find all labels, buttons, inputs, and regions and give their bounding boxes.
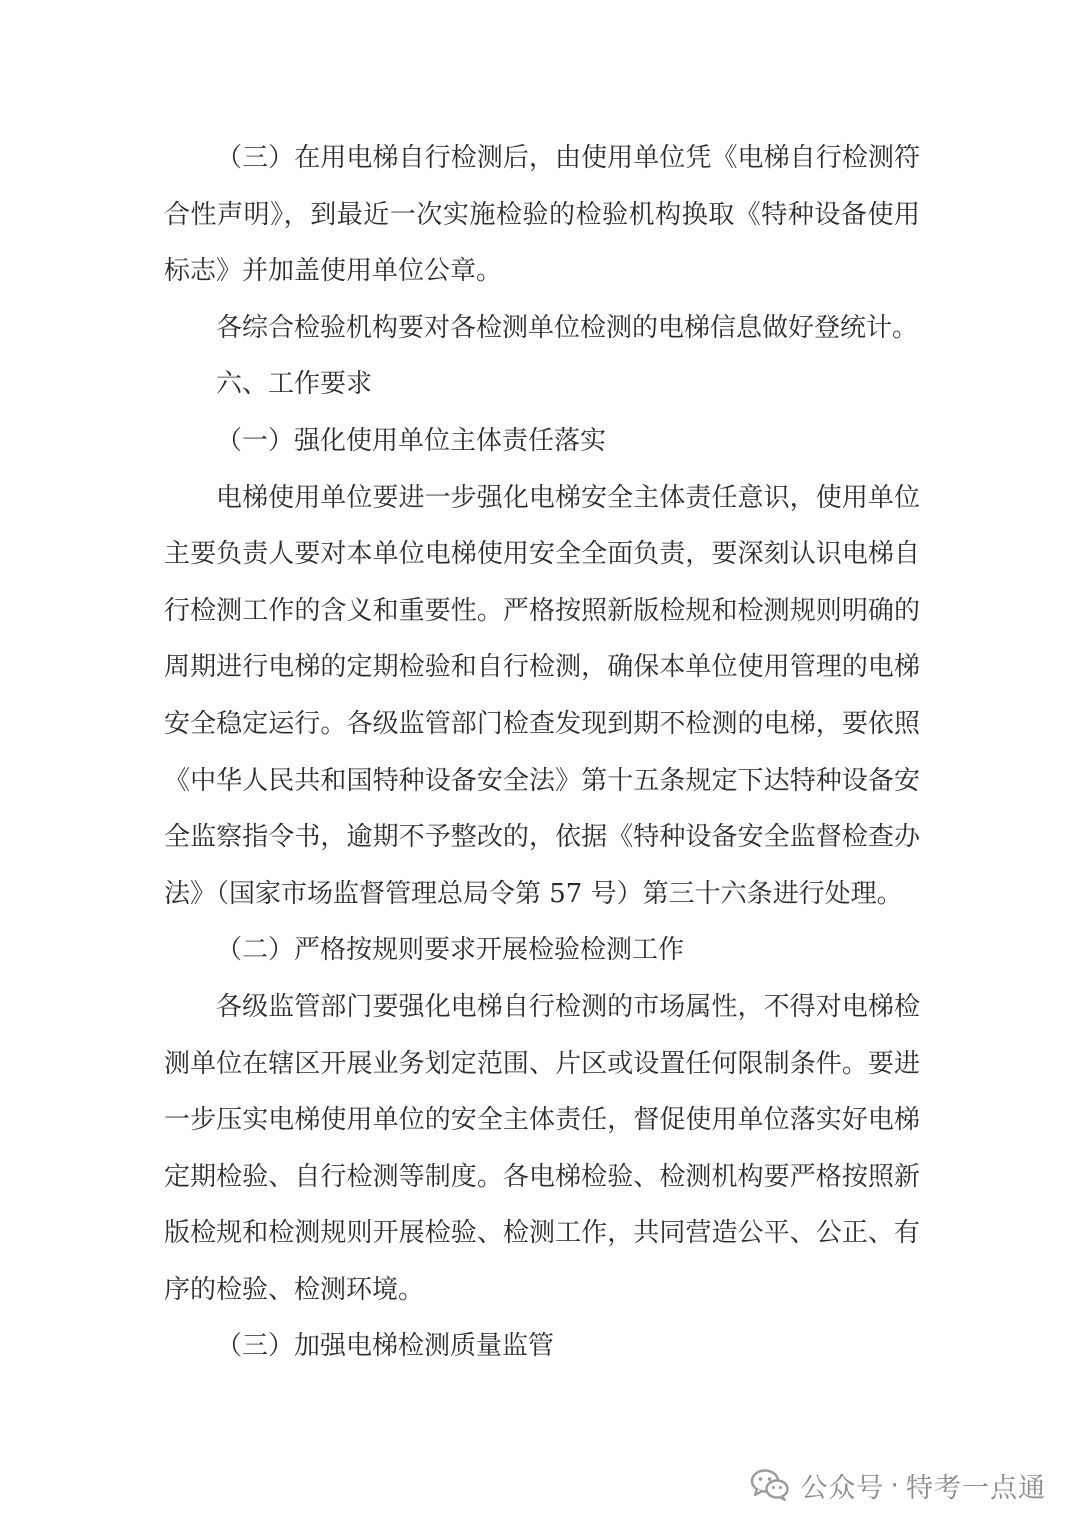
paragraph-inspection-rules: 各级监管部门要强化电梯自行检测的市场属性，不得对电梯检测单位在辖区开展业务划定范围、片区或设置任何限制条件。要进一步压实电梯使用单位的安全主体责任，督促使用单位落实好电梯定期检验、自行检测等制度。各电梯检验、检测机构要严格按照新版检规和检测规则开展检验、检测工作，共同营造公平、公正、有序的检验、检测环境。 bbox=[164, 991, 920, 1305]
subheading-inspection-rules: （二）严格按规则要求开展检验检测工作 bbox=[216, 935, 685, 966]
subheading-quality-supervision: （三）加强电梯检测质量监管 bbox=[216, 1331, 555, 1362]
paragraph-user-responsibility: 电梯使用单位要进一步强化电梯安全主体责任意识，使用单位主要负责人要对本单位电梯使用安全全面负责，要深刻认识电梯自行检测工作的含义和重要性。严格按照新版检规和检测规则明确的周期进行电梯的定期检验和自行检测，确保本单位使用管理的电梯安全稳定运行。各级监管部门检查发现到期不检测的电梯，要依照《中华人民共和国特种设备安全法》第十五条规定下达特种设备安全监察指令书，逾期不予整改的，依据《特种设备安全监督检查办法》（国家市场监督管理总局令第 57 号）第三十六条进行处理。 bbox=[164, 482, 920, 909]
paragraph-passport-exchange: （三）在用电梯自行检测后，由使用单位凭《电梯自行检测符合性声明》，到最近一次实施检验的检验机构换取《特种设备使用标志》并加盖使用单位公章。 bbox=[164, 143, 920, 287]
watermark-separator: · bbox=[890, 1469, 900, 1501]
paragraph-statistics: 各综合检验机构要对各检测单位检测的电梯信息做好登统计。 bbox=[216, 312, 919, 343]
wechat-watermark bbox=[750, 1463, 1046, 1507]
document-body bbox=[164, 130, 920, 1375]
wechat-icon bbox=[750, 1468, 790, 1502]
watermark-label: 公众号 bbox=[800, 1472, 885, 1504]
watermark-account: 特考一点通 bbox=[906, 1472, 1046, 1504]
subheading-user-responsibility: （一）强化使用单位主体责任落实 bbox=[216, 425, 607, 456]
section-heading-work-requirements: 六、工作要求 bbox=[216, 369, 373, 400]
